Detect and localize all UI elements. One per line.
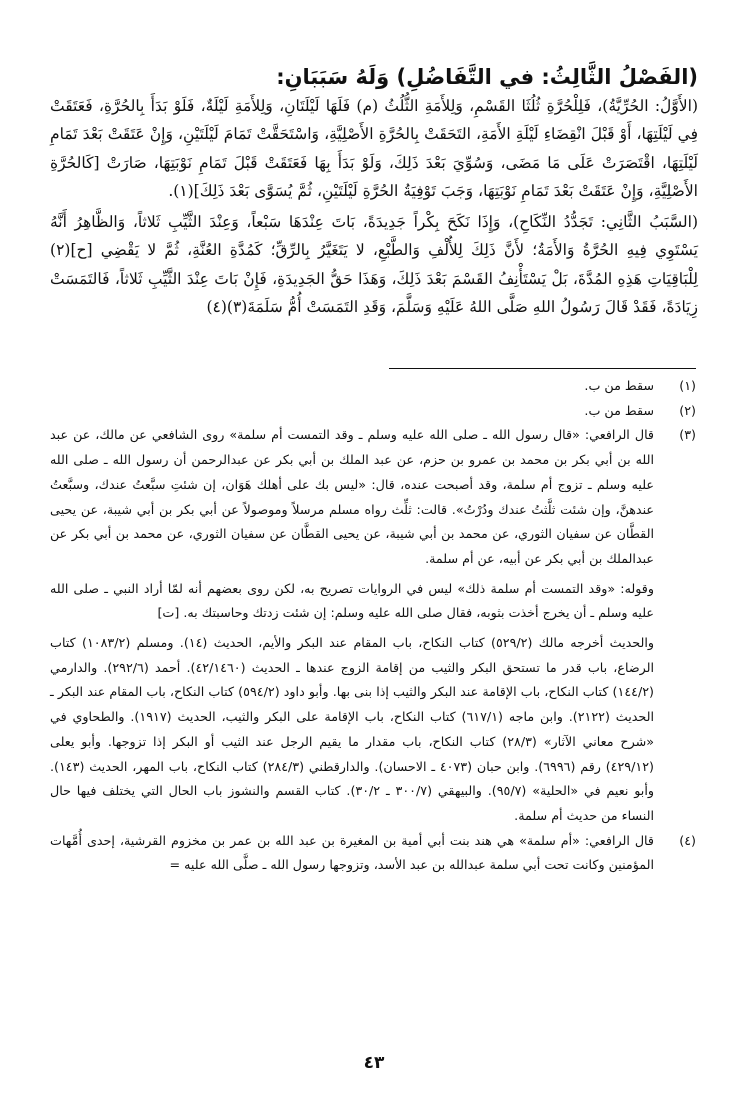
- footnote: [50, 399, 696, 424]
- footnote: [50, 374, 696, 399]
- main-text: [50, 92, 698, 321]
- footnote-separator: [389, 368, 696, 369]
- main-paragraph: (الأَوَّلُ: الحُرِّيَّةُ)، فَلِلْحُرَّةِ ثُلُثَا القَسْمِ، وَلِلأَمَةِ الثُّلُثُ (م) فَلَهَا لَيْلَتَانِ، وَلِلأَمَةِ لَيْلَةٌ، فَلَوْ بَدَأَ بِالحُرَّةِ، فَعَتَقَتْ فِي لَيْلَتِهَا، أَوْ قَبْلَ انْقِضَاءِ لَيْلَةِ الأَمَةِ، التَحَقَتْ بِالحُرَّةِ الأَصْلِيَّةِ، وَاسْتَحَقَّتْ تَمَامَ لَيْلَتَيْنِ، وَإِنْ عَتَقَتْ بَعْدَ تَمَامِ لَيْلَتِهَا، اقْتَصَرَتْ عَلَى مَا مَضَى، وَسُوِّيَ بَعْدَ ذَلِكَ، وَلَوْ بَدَأَ بِهَا فَعَتَقَتْ قَبْلَ تَمَامِ نَوْبَتِهَا، صَارَتْ [كَالحُرَّةِ الأَصْلِيَّةِ، وَإِنْ عَتَقَتْ بَعْدَ تَمَامِ نَوْبَتِهَا، وَجَبَ تَوْفِيَةُ الحُرَّةِ لَيْلَتَيْنِ، ثُمَّ يُسَوَّى بَعْدَ ذَلِكَ](١).: [50, 97, 698, 200]
- footnote-body: [50, 374, 654, 399]
- footnote-paragraph: وقوله: «وقد التمست أم سلمة ذلك» ليس في الروايات تصريح به، لكن روى بعضهم أنه لمّا أراد النبي ـ صلى الله عليه وسلم ـ أن يخرج أخذت بثوبه، فقال صلى الله عليه وسلم: إن شئت زدتك وحاسبتك به. [ت]: [50, 580, 654, 621]
- footnote: [50, 423, 696, 828]
- main-paragraph: (السَّبَبُ الثَّانِي: تَجَدُّدُ النِّكَاحِ)، وَإِذَا نَكَحَ بِكْراً جَدِيدَةً، بَاتَ عِنْدَهَا سَبْعاً، وَعِنْدَ الثَّيِّبِ ثَلاثاً، وَالظَّاهِرُ أَنَّهُ يَسْتَوِي فِيهِ الحُرَّةُ وَالأَمَةُ؛ لأَنَّ ذَلِكَ لِلأُلْفِ وَالطَّبْعِ، لا يَتَغَيَّرُ بِالرِّقِّ؛ كَمُدَّةِ العُنَّةِ، ثُمَّ لا يَقْضِي [ح](٢) لِلْبَاقِيَاتِ هَذِهِ المُدَّةَ، بَلْ يَسْتَأْنِفُ القَسْمَ بَعْدَ ذَلِكَ، وَهَذَا حَقُّ الجَدِيدَةِ، فَإِنْ بَاتَ عِنْدَ الثَّيِّبِ ثَلاثاً، فَالتَمَسَتْ زِيَادَةً، فَقَدْ قَالَ رَسُولُ اللهِ صَلَّى اللهُ عَلَيْهِ وَسَلَّمَ، وَقَدِ التَمَسَتْ أُمُّ سَلَمَةَ(٣)(٤): [50, 213, 698, 317]
- footnote-number: (٣): [679, 427, 696, 443]
- footnote-body: [50, 829, 654, 878]
- chapter-heading: (الفَصْلُ الثَّالِثُ: في التَّفَاضُلِ) وَلَهُ سَبَبَانِ:: [276, 65, 698, 89]
- footnote-paragraph: سقط من ب.: [584, 378, 654, 393]
- footnote-number: (١): [679, 378, 696, 393]
- footnote-paragraph: سقط من ب.: [584, 402, 654, 418]
- footnotes: [50, 374, 696, 878]
- footnote-number: (٤): [679, 832, 696, 848]
- footnote-paragraph: قال الرافعي: «أم سلمة» هي هند بنت أبي أمية بن المغيرة بن عبد الله بن عمر بن مخزوم القرشية، إحدى أُمَّهات المؤمنين وكانت تحت أبي سلمة عبدالله بن عبد الأسد، وتزوجها رسول الله ـ صلَّى الله عليه =: [50, 832, 654, 873]
- footnote-body: [50, 423, 654, 828]
- footnote-paragraph: والحديث أخرجه مالك (٥٢٩/٢) كتاب النكاح، باب المقام عند البكر والأيم، الحديث (١٤). ومسلم (١٠٨٣/٢) كتاب الرضاع، باب قدر ما تستحق البكر والثيب من إقامة الزوج عندها ـ الحديث (٤٢/١٤٦٠). أحمد (٢٩٢/٦). والدارمي (١٤٤/٢) كتاب النكاح، باب الإقامة عند البكر والثيب إذا بنى بها. وأبو داود (٥٩٤/٢) كتاب النكاح، باب المقام عند البكر ـ الحديث (٢١٢٢). وابن ماجه (٦١٧/١) كتاب النكاح، باب الإقامة على البكر والثيب، الحديث (١٩١٧). والطحاوي في «شرح معاني الآثار» (٢٨/٣) كتاب النكاح، باب مقدار ما يقيم الرجل عند الثيب أو البكر إذا تزوجها. وأبو يعلى (٤٢٩/١٢) رقم (٦٩٩٦). وابن حبان (٤٠٧٣ ـ الاحسان). والدارقطني (٢٨٤/٣) كتاب النكاح، باب المهر، الحديث (١٤٣). وأبو نعيم في «الحلية» (٩٥/٧). والبيهقي (٣٠٠/٧ ـ ٣٠/٢). كتاب القسم والنشوز باب الحال التي يختلف فيها حال النساء من حديث أم سلمة.: [50, 635, 655, 823]
- footnote-body: [50, 399, 654, 424]
- footnote-paragraph: قال الرافعي: «قال رسول الله ـ صلى الله عليه وسلم ـ وقد التمست أم سلمة» روى الشافعي عن مالك، عن عبد الله بن أبي بكر بن محمد بن عمرو بن حزم، عن عبد الملك بن أبي بكر عن عبدالرحمن أن رسول الله ـ صلى الله عليه وسلم ـ تزوج أم سلمة، وقد أصبحت عنده، قال: «ليس بك على أهلك هَوَان، إن شئتِ سبَّعتُ عندك، وسبَّعتُ عندهنَّ، وإن شئت ثلَّثتُ عندك ودُرْتُ». قالت: ثلِّث رواه مسلم مرسلاً وموصولاً عن أبي بكر بن أبي شيبة، عن يحيى القطَّان عن سفيان الثوري، عن محمد بن أبي شيبة، عن يحيى القطَّان عن سفيان الثوري، عن محمد بن أبي بكر عن عبدالملك بن أبي بكر عن أبيه، عن أم سلمة.: [50, 427, 654, 566]
- footnote-number: (٢): [679, 402, 696, 418]
- footnote: [50, 829, 696, 878]
- page-number: ٤٣: [363, 1053, 385, 1073]
